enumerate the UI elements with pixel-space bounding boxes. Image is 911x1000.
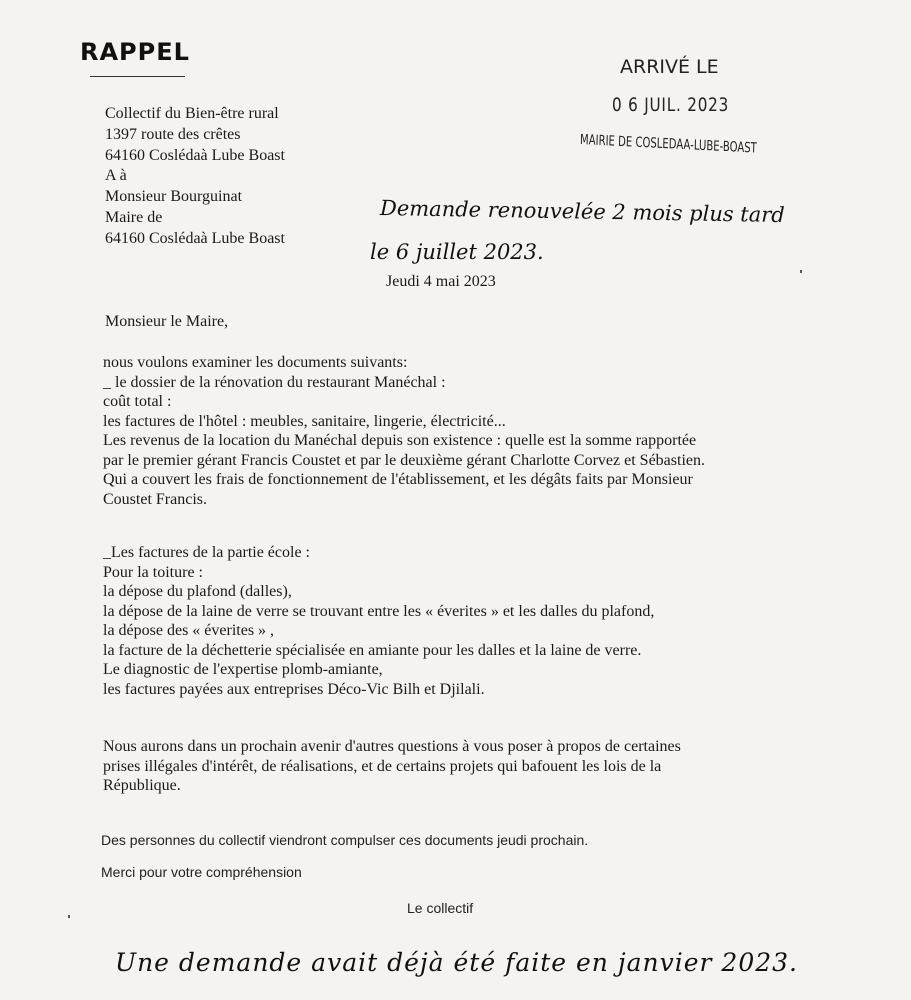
paragraph-line: la dépose des « éverites » ,: [103, 622, 275, 639]
paragraph-line: Nous aurons dans un prochain avenir d'autres questions à vous poser à propos de certaines: [103, 738, 681, 755]
closing-line-2: Merci pour votre compréhension: [101, 864, 302, 880]
paragraph-line: les factures de l'hôtel : meubles, sanitaire, lingerie, électricité...: [103, 412, 506, 430]
paragraph-documents: [103, 353, 705, 509]
paragraph-line: prises illégales d'intérêt, de réalisations, et de certains projets qui bafouent les lois de la: [103, 757, 662, 775]
paragraph-ecole: [103, 543, 654, 699]
paragraph-line: Pour la toiture :: [103, 563, 203, 581]
paragraph-line: les factures payées aux entreprises Déco-Vic Bilh et Djilali.: [103, 680, 485, 698]
paragraph-line: Qui a couvert les frais de fonctionnement de l'établissement, et les dégâts faits par Monsieur: [103, 471, 693, 488]
paragraph-line: la facture de la déchetterie spécialisée en amiante pour les dalles et la laine de verre.: [103, 641, 642, 659]
paragraph-line: la dépose de la laine de verre se trouvant entre les « éverites » et les dalles du plafond,: [103, 602, 655, 620]
rappel-underline: [90, 76, 185, 77]
address-line: 64160 Coslédaà Lube Boast: [105, 146, 285, 164]
paragraph-line: _ le dossier de la rénovation du restaurant Manéchal :: [103, 373, 446, 391]
paragraph-line: _Les factures de la partie école :: [103, 544, 310, 561]
paragraph-line: Coustet Francis.: [103, 490, 207, 508]
address-line: Monsieur Bourguinat: [105, 188, 243, 206]
address-line: A à: [105, 167, 127, 185]
paragraph-line: nous voulons examiner les documents suivants:: [103, 354, 408, 371]
paragraph-line: par le premier gérant Francis Coustet et par le deuxième gérant Charlotte Corvez et Sébastien.: [103, 451, 705, 469]
salutation: Monsieur le Maire,: [105, 313, 229, 330]
letter-date: Jeudi 4 mai 2023: [386, 273, 496, 290]
signature: Le collectif: [407, 900, 474, 916]
handwritten-note-line2: le 6 juillet 2023.: [370, 240, 544, 264]
paragraph-questions: [103, 737, 681, 796]
rappel-handwritten: RAPPEL: [80, 38, 190, 66]
stamp-mairie: MAIRIE DE COSLEDAA-LUBE-BOAST: [579, 132, 757, 157]
handwritten-bottom-note: Une demande avait déjà été faite en janvier 2023.: [115, 948, 798, 977]
address-line: Maire de: [105, 208, 163, 226]
paragraph-line: coût total :: [103, 393, 172, 410]
address-line: 1397 route des crêtes: [105, 125, 241, 143]
paper-speck: [68, 915, 70, 918]
stamp-arrive-label: ARRIVÉ LE: [620, 56, 719, 78]
paragraph-line: la dépose du plafond (dalles),: [103, 583, 292, 600]
address-line: Collectif du Bien-être rural: [105, 105, 279, 122]
stamp-date: 0 6 JUIL. 2023: [612, 94, 730, 116]
handwritten-note-line1: Demande renouvelée 2 mois plus tard: [379, 196, 785, 228]
paragraph-line: Le diagnostic de l'expertise plomb-amiante,: [103, 661, 383, 678]
paragraph-line: République.: [103, 777, 181, 794]
address-block: [105, 104, 285, 250]
paragraph-line: Les revenus de la location du Manéchal depuis son existence : quelle est la somme rapportée: [103, 432, 697, 449]
paper-speck: [800, 270, 802, 273]
address-line: 64160 Coslédaà Lube Boast: [105, 229, 285, 247]
closing-line-1: Des personnes du collectif viendront compulser ces documents jeudi prochain.: [101, 832, 589, 848]
